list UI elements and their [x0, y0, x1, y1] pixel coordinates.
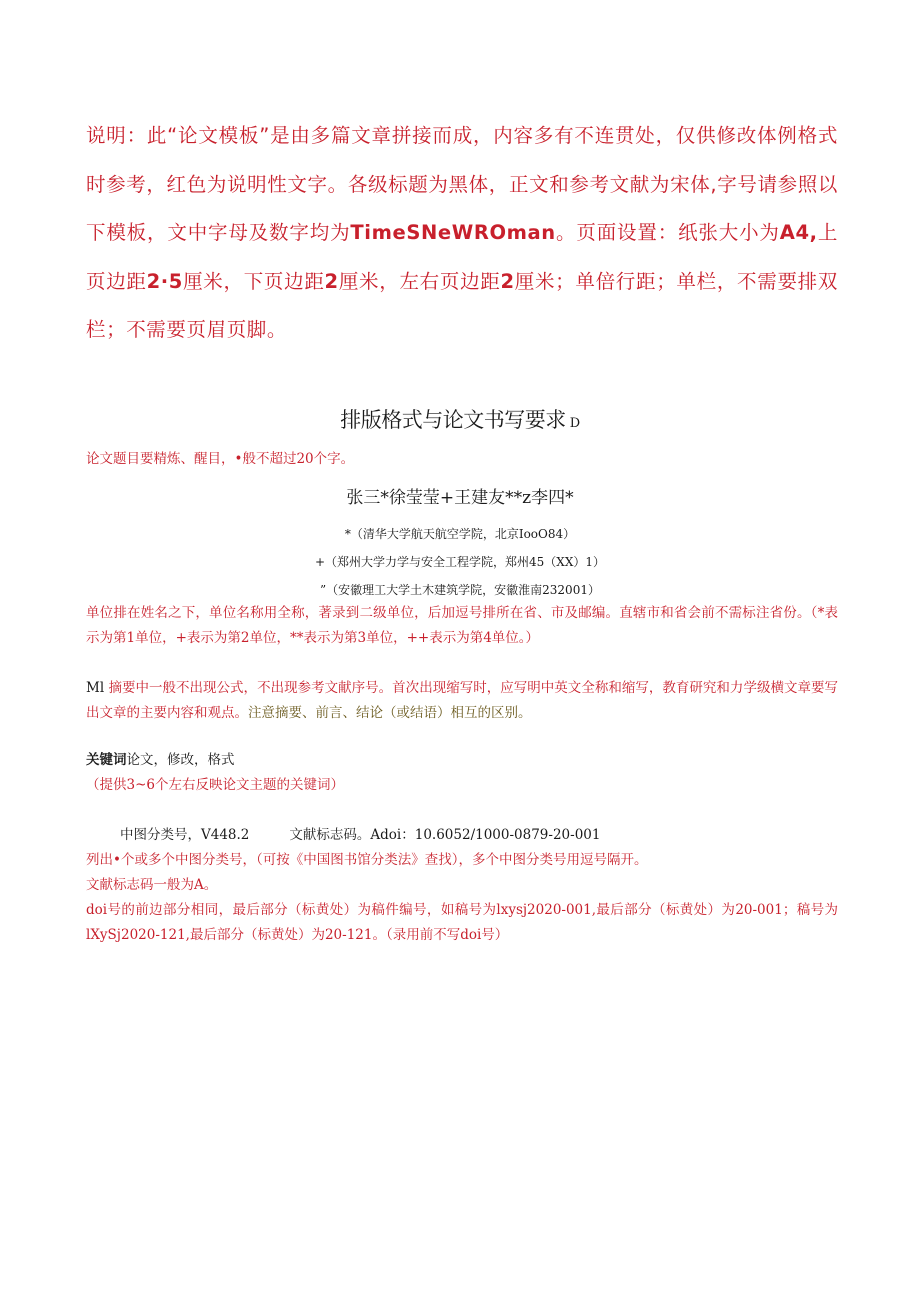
- intro-text-3: 上页边距: [86, 221, 838, 293]
- clc-number: 中图分类号，V448.2: [120, 827, 250, 843]
- title-note-mark: D: [569, 416, 580, 431]
- intro-instructions: [86, 112, 838, 355]
- paper-title: [0, 404, 920, 434]
- intro-text-2: 。页面设置：纸张大小为: [555, 221, 780, 244]
- document-code-note: 文献标志码一般为A。: [86, 877, 218, 893]
- intro-font-name: TimeSNeWROman: [350, 221, 556, 244]
- affiliation-note: 单位排在姓名之下，单位名称用全称，著录到二级单位，后加逗号排所在省、市及邮编。直辖市和省会前不需标注省份。（*表示为第1单位，+表示为第2单位，**表示为第3单位，++表示为第4单位。）: [86, 605, 838, 646]
- document-code-doi: 文献标志码。Adoi：10.6052/1000-0879-20-001: [289, 827, 601, 843]
- title-note: 论文题目要精炼、醒目，•般不超过20个字。: [86, 451, 355, 467]
- doi-note: doi号的前边部分相同，最后部分（标黄处）为稿件编号，如稿号为lxysj2020-001,最后部分（标黄处）为20-001；稿号为lXySj2020-121,最后部分（标黄处）为20-121。（录用前不写doi号）: [86, 902, 838, 943]
- paper-title-text: 排版格式与论文书写要求: [340, 408, 566, 432]
- abstract-label: Ml: [86, 680, 105, 696]
- affiliation-3: ”（安徽理工大学土木建筑学院，安徽淮南232001）: [320, 583, 600, 597]
- abstract-distinction-note: 注意摘要、前言、结论（或结语）相互的区别。: [248, 704, 532, 721]
- clc-note: 列出•个或多个中图分类号，（可按《中国图书馆分类法》查找），多个中图分类号用逗号隔开。: [86, 852, 648, 868]
- intro-text-4: 厘米，下页边距: [182, 269, 325, 293]
- abstract-note: 摘要中一般不出现公式，不出现参考文献序号。首次出现缩写时，应写明中英文全称和缩写，教育研究和力学级横文章要写出文章的主要内容和观点。: [86, 680, 839, 721]
- author-list: 张三*徐莹莹+王建友**z李四*: [346, 488, 574, 508]
- keywords-note: （提供3~6个左右反映论文主题的关键词）: [86, 777, 344, 793]
- intro-bottom-margin: 2: [324, 269, 339, 293]
- classification-line: [120, 823, 820, 847]
- intro-side-margin: 2: [500, 269, 515, 293]
- keywords-label: 关键词: [86, 752, 127, 768]
- intro-text-1: 说明：此“论文模板”是由多篇文章拼接而成，内容多有不连贯处，仅供修改体例格式时参考，红色为说明性文字。各级标题为黑体，正文和参考文献为宋体,字号请参照以下模板，文中字母及数字均为: [86, 124, 838, 244]
- keywords-value: 论文，修改，格式: [126, 752, 235, 768]
- intro-top-margin: 2·5: [146, 269, 183, 293]
- intro-text-5: 厘米，左右页边距: [338, 269, 501, 293]
- intro-text-6: 厘米；单倍行距；单栏，不需要排双栏；不需要页眉页脚。: [86, 269, 838, 341]
- affiliation-1: *（清华大学航天航空学院，北京IooO84）: [344, 527, 576, 541]
- abstract-section: [86, 676, 838, 725]
- affiliation-2: +（郑州大学力学与安全工程学院，郑州45（XX）1）: [314, 555, 606, 569]
- intro-paper-size: A4,: [779, 221, 818, 244]
- keywords-line: [86, 748, 838, 772]
